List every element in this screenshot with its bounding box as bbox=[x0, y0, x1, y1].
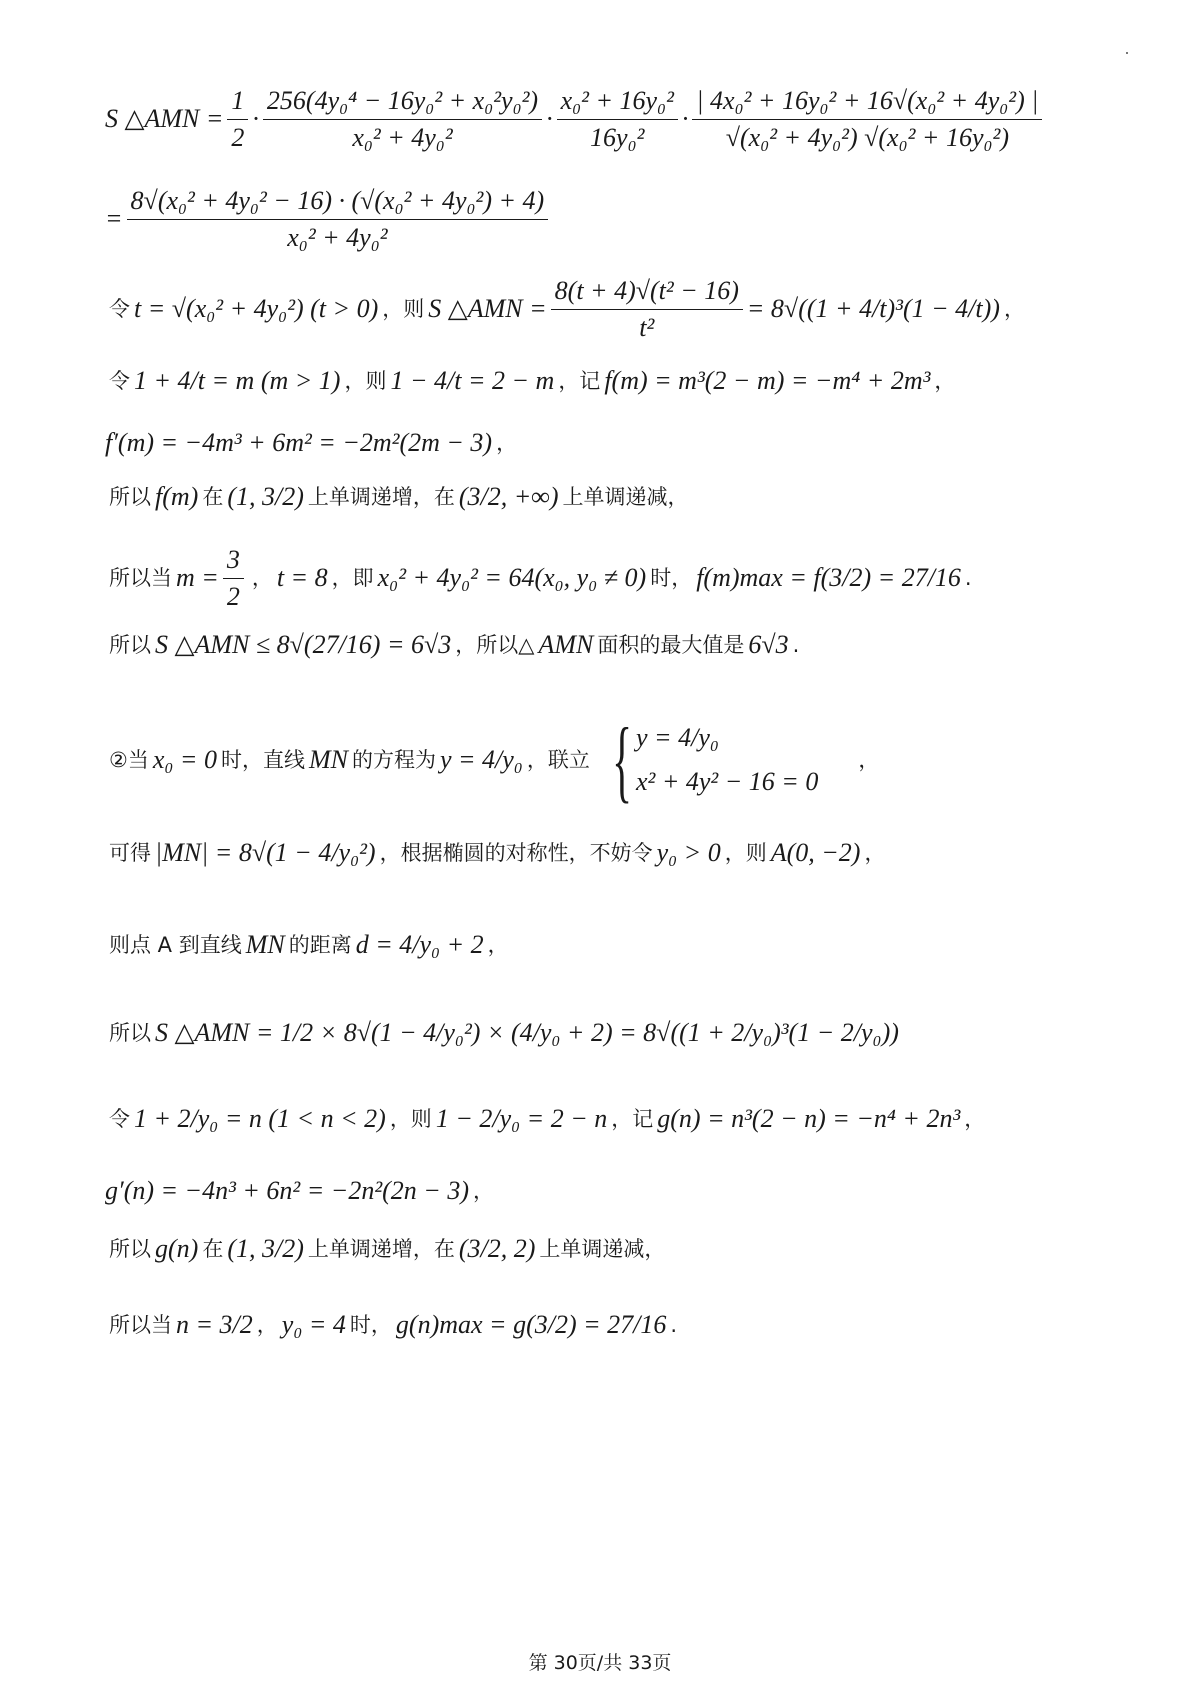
left-brace: { bbox=[611, 709, 632, 811]
fraction-slope-factor: $\frac{\text{x₀² + 16y₀²}}{\text{16y₀²}}$ bbox=[557, 86, 678, 153]
case-two-line: ②当 x₀ = 0 时，直线 MN 的方程为 y = 4/y₀ ，联立 { y = 4/y₀ x² + 4y² − 16 = 0 ， bbox=[109, 709, 880, 811]
substitution-m-line: 令 1 + 4/t = m (m > 1) ，则 1 − 4/t = 2 − m ，记 f(m) = m³(2 − m) = −m⁴ + 2m³ ， bbox=[109, 366, 956, 395]
area-case-two-line: 所以 S △AMN = 1/2 × 8√(1 − 4/y₀²) × (4/y₀ + 2) = 8√((1 + 2/y₀)³(1 − 2/y₀)) bbox=[109, 1018, 899, 1047]
fraction-distance: $\frac{\text{| 4x₀² + 16y₀² + 16√(x₀² + 4y₀²) |}}{\text{√(x₀² + 4y₀²) √(x₀² + 16y₀²)}}$ bbox=[692, 86, 1042, 153]
substitution-t-line: 令 t = √(x₀² + 4y₀²) (t > 0) ，则 S △AMN = $\frac{\text{8(t + 4)√(t² − 16)}}{\text{t²}}$ = 8√((1 + 4/t)³(1 − 4/t)) ， bbox=[109, 276, 1025, 342]
fraction-area-in-t: $\frac{\text{8(t + 4)√(t² − 16)}}{\text{t²}}$ bbox=[551, 276, 743, 343]
max-g-line: 所以当 n = 3/2 ， y₀ = 4 时， g(n)max = g(3/2) = 27/16 . bbox=[109, 1310, 678, 1339]
fraction-area-simplified: $\frac{\text{8√(x₀² + 4y₀² − 16) · (√(x₀² + 4y₀²) + 4)}}{\text{x₀² + 4y₀²}}$ bbox=[127, 186, 549, 253]
fraction-one-half: $\frac{1}{2}$ bbox=[227, 86, 248, 153]
max-f-line: 所以当 m = $\frac{3}{2}$ ， t = 8 ，即 x₀² + 4y₀² = 64(x₀, y₀ ≠ 0) 时， f(m)max = f(3/2) = 27/16 . bbox=[109, 545, 972, 611]
area-simplified-line: = $\frac{\text{8√(x₀² + 4y₀² − 16) · (√(x₀² + 4y₀²) + 4)}}{\text{x₀² + 4y₀²}}$ bbox=[105, 186, 1140, 253]
fraction-mn-length: $\frac{\text{256(4y₀⁴ − 16y₀² + x₀²y₀²)}}{\text{x₀² + 4y₀²}}$ bbox=[263, 86, 542, 153]
area-formula-line: S △AMN = $\frac{1}{2}$ · $\frac{\text{256(4y₀⁴ − 16y₀² + x₀²y₀²)}}{\text{x₀² + 4y₀²}}$ · $\frac{\text{x₀² + 16y₀²}}{\text{16y₀²}}$ · $\frac{\text{| 4x₀² + 16y₀² + 16√(x₀² + 4y₀²) |}}{\text{√(x₀² + 4y₀²) √(x₀² + 16y₀²)}}$ bbox=[105, 86, 1140, 153]
scan-speck bbox=[1126, 52, 1128, 54]
monotonic-f-line: 所以 f(m) 在 (1, 3/2) 上单调递增，在 (3/2, +∞) 上单调递减， bbox=[109, 482, 689, 511]
monotonic-g-line: 所以 g(n) 在 (1, 3/2) 上单调递增，在 (3/2, 2) 上单调递减， bbox=[109, 1234, 666, 1263]
page-footer: 第 30页/共 33页 bbox=[528, 1652, 672, 1674]
distance-line: 则点 A 到直线 MN 的距离 d = 4/y₀ + 2 ， bbox=[109, 930, 509, 959]
fraction-three-halves: $\frac{3}{2}$ bbox=[223, 545, 244, 612]
area-lhs: S △AMN = bbox=[105, 104, 224, 134]
derivative-g-line: g′(n) = −4n³ + 6n² = −2n²(2n − 3) ， bbox=[105, 1176, 494, 1205]
substitution-n-line: 令 1 + 2/y₀ = n (1 < n < 2) ，则 1 − 2/y₀ = 2 − n ，记 g(n) = n³(2 − n) = −n⁴ + 2n³ ， bbox=[109, 1104, 986, 1133]
area-max-line: 所以 S △AMN ≤ 8√(27/16) = 6√3 ，所以△ AMN 面积的最大值是 6√3 . bbox=[109, 630, 800, 659]
equation-system: { y = 4/y₀ x² + 4y² − 16 = 0 bbox=[611, 709, 819, 811]
mn-length-line: 可得 |MN| = 8√(1 − 4/y₀²) ，根据椭圆的对称性，不妨令 y₀ > 0 ，则 A(0, −2) ， bbox=[109, 838, 886, 867]
derivative-f-line: f′(m) = −4m³ + 6m² = −2m²(2m − 3) ， bbox=[105, 428, 518, 457]
